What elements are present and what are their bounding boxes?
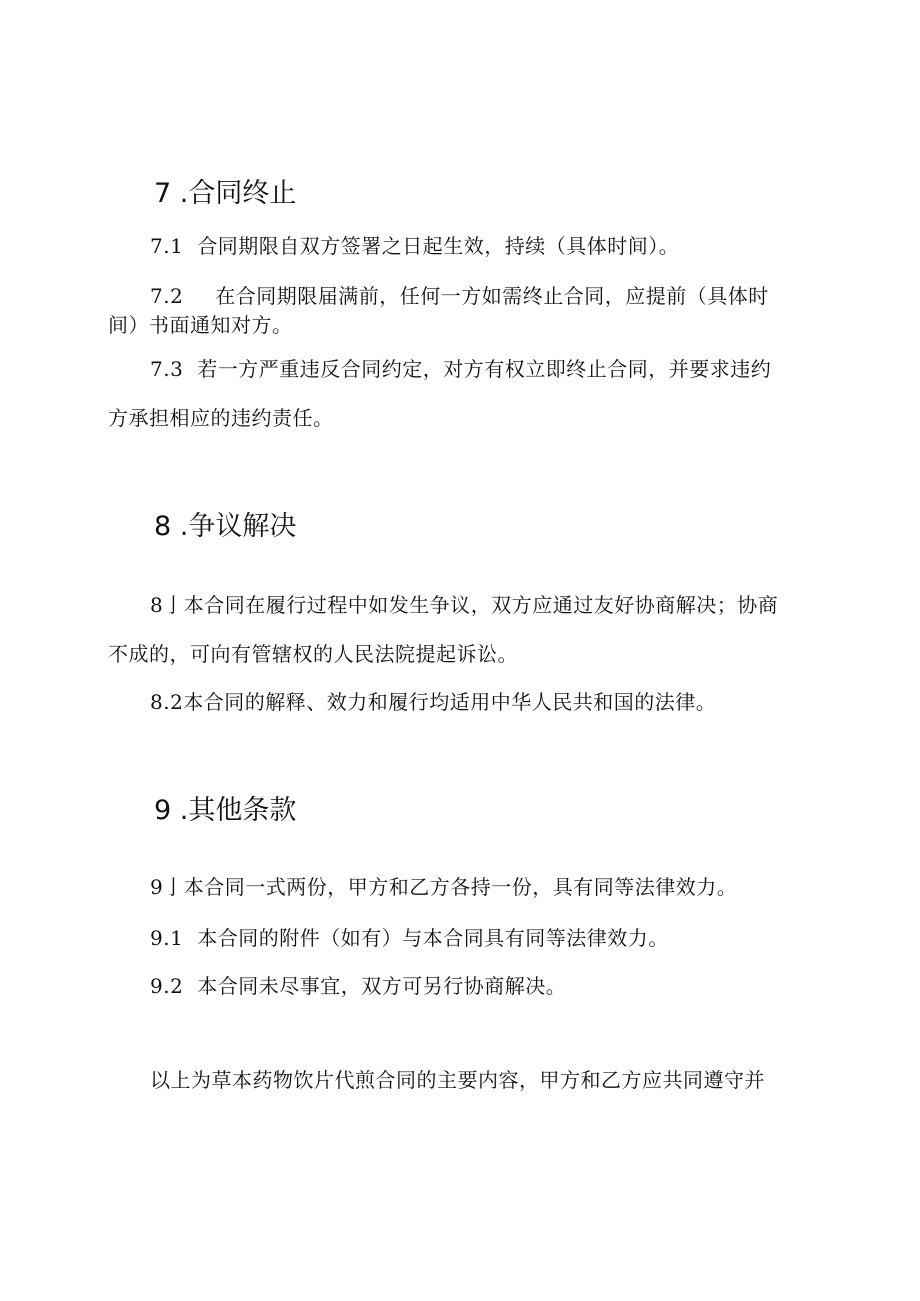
clause-text: 本合同的附件（如有）与本合同具有同等法律效力。	[197, 926, 669, 950]
clause-text: 本合同一式两份，甲方和乙方各持一份，具有同等法律效力。	[183, 875, 738, 899]
clause-7-2-continuation: 间）书面通知对方。	[108, 313, 293, 337]
closing-paragraph: 以上为草本药物饮片代煎合同的主要内容，甲方和乙方应共同遵守并	[150, 1068, 765, 1092]
clause-text: 本合同未尽事宜，双方可另行协商解决。	[197, 974, 567, 998]
clause-9-0	[150, 874, 737, 900]
clause-text: 在合同期限届满前，任何一方如需终止合同，应提前（具体时	[215, 284, 769, 308]
clause-8-1	[150, 592, 778, 618]
clause-8-1-continuation: 不成的，可向有管辖权的人民法院提起诉讼。	[108, 642, 518, 666]
clause-text: 本合同在履行过程中如发生争议，双方应通过友好协商解决；协商	[183, 593, 779, 617]
section-title: .合同终止	[179, 178, 297, 209]
clause-7-3	[150, 356, 771, 382]
clause-number: 9.2	[150, 974, 184, 998]
clause-number: 7.3	[150, 357, 184, 381]
clause-number: 9.1	[150, 926, 184, 950]
clause-number: 9亅	[150, 875, 184, 899]
clause-text: 合同期限自双方签署之日起生效，持续（具体时间）。	[197, 234, 680, 258]
section-number: 7	[154, 178, 172, 209]
clause-text: 本合同的解释、效力和履行均适用中华人民共和国的法律。	[183, 690, 717, 714]
clause-9-2	[150, 973, 566, 999]
section-number: 9	[154, 795, 172, 826]
clause-7-2	[150, 283, 769, 309]
clause-number: 8.2	[150, 690, 184, 714]
section-number: 8	[154, 511, 172, 542]
clause-8-2	[150, 689, 716, 715]
section-8-heading	[154, 511, 296, 543]
clause-number: 8亅	[150, 593, 184, 617]
section-7-heading	[154, 178, 296, 210]
section-title: .争议解决	[179, 511, 297, 542]
clause-9-1	[150, 925, 669, 951]
section-title: .其他条款	[179, 795, 297, 826]
section-9-heading	[154, 795, 296, 827]
clause-7-3-continuation: 方承担相应的违约责任。	[108, 406, 334, 430]
clause-text: 若一方严重违反合同约定，对方有权立即终止合同，并要求违约	[197, 357, 772, 381]
clause-number: 7.2	[150, 284, 184, 308]
clause-7-1	[150, 233, 679, 259]
clause-number: 7.1	[150, 234, 184, 258]
